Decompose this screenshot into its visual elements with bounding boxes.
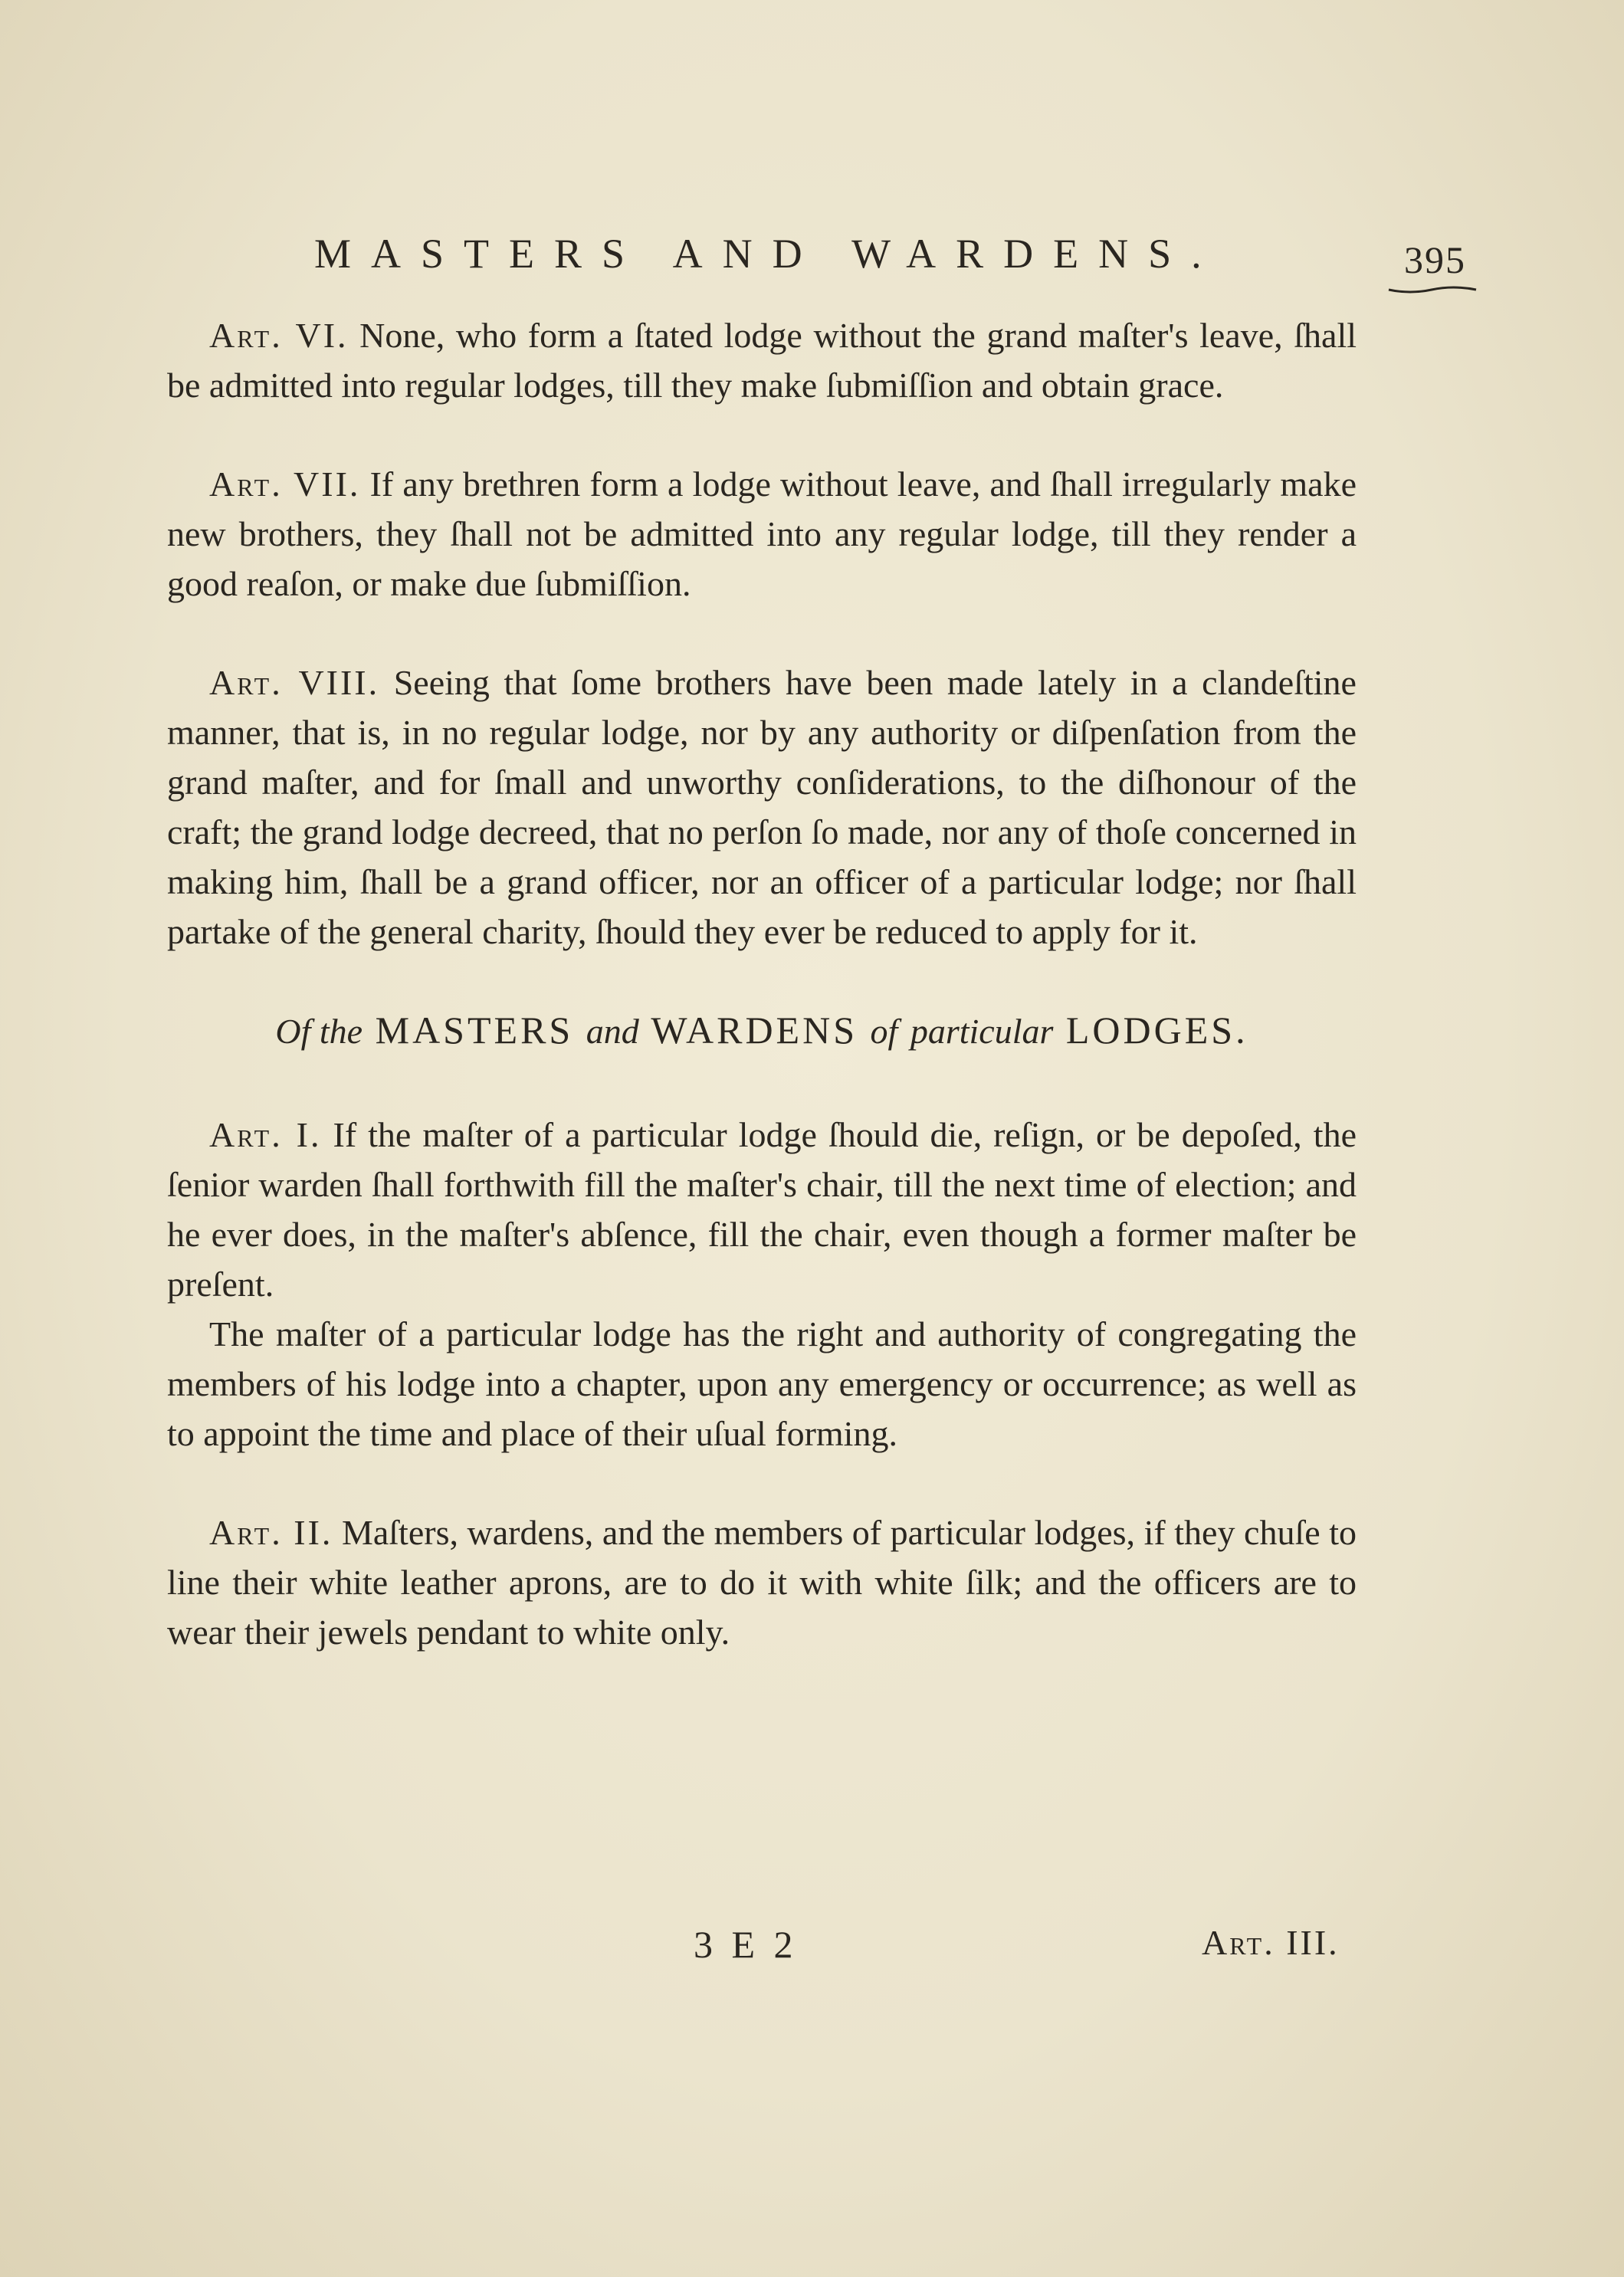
article-label: Art. VI. <box>209 316 349 355</box>
article-text: If the maſter of a particular lodge ſhould die, reſign, or be depoſed, the ſenior warden ſhall forthwith fill the maſter's chair, till the next time of election; and he ever does, in the maſter's abſence, fill the chair, even though a former maſter be preſent. <box>167 1115 1357 1304</box>
article-paragraph <box>167 658 1357 956</box>
article-label: Art. II. <box>209 1513 333 1552</box>
article-label: Art. VIII. <box>209 663 380 702</box>
heading-and: and <box>586 1012 639 1051</box>
article-text: If any brethren form a lodge without leave, and ſhall irregularly make new brothers, they ſhall not be admitted into any regular lodge, till they render a good reaſon, or make due ſubmiſſion. <box>167 464 1357 603</box>
article-6 <box>167 310 1357 410</box>
heading-of: of <box>870 1012 898 1051</box>
signature-mark: 3 E 2 <box>694 1923 798 1966</box>
article-paragraph <box>167 1508 1357 1657</box>
article-text: Maſters, wardens, and the members of particular lodges, if they chuſe to line their white leather aprons, are to do it with white ſilk; and the officers are to wear their jewels pendant to white only. <box>167 1513 1357 1652</box>
article-paragraph <box>167 459 1357 609</box>
heading-wardens: WARDENS <box>651 1009 858 1052</box>
article-text: None, who form a ſtated lodge without the grand maſter's leave, ſhall be admitted into regular lodges, till they make ſubmiſſion and obtain grace. <box>167 316 1357 405</box>
page-number: 395 <box>1404 238 1466 281</box>
heading-lodges: LODGES. <box>1065 1009 1248 1052</box>
section-heading <box>167 1006 1357 1056</box>
body-text <box>167 310 1357 1706</box>
heading-of-the: Of the <box>275 1012 363 1051</box>
page-number-flourish <box>1387 285 1478 296</box>
article-text: Seeing that ſome brothers have been made lately in a clandeſtine manner, that is, in no regular lodge, nor by any authority or diſpenſation from the grand maſter, and for ſmall and unworthy conſiderations, to the diſhonour of the craft; the grand lodge decreed, that no perſon ſo made, nor any of thoſe concerned in making him, ſhall be a grand officer, nor an officer of a particular lodge; nor ſhall partake of the general charity, ſhould they ever be reduced to apply for it. <box>167 663 1357 951</box>
running-head: MASTERS AND WARDENS. <box>314 231 1222 277</box>
article-paragraph <box>167 310 1357 410</box>
article-label: Art. I. <box>209 1115 322 1154</box>
article-8 <box>167 658 1357 956</box>
heading-masters: MASTERS <box>375 1009 574 1052</box>
article-1 <box>167 1110 1357 1458</box>
article-paragraph-continued: The maſter of a particular lodge has the right and authority of congregating the members of his lodge into a chapter, upon any emergency or occurrence; as well as to appoint the time and place of their uſual forming. <box>167 1314 1357 1453</box>
heading-particular: particular <box>910 1012 1054 1051</box>
article-7 <box>167 459 1357 609</box>
article-2 <box>167 1508 1357 1657</box>
article-label: Art. VII. <box>209 464 361 504</box>
article-paragraph <box>167 1110 1357 1309</box>
catchword: Art. III. <box>1202 1923 1340 1962</box>
